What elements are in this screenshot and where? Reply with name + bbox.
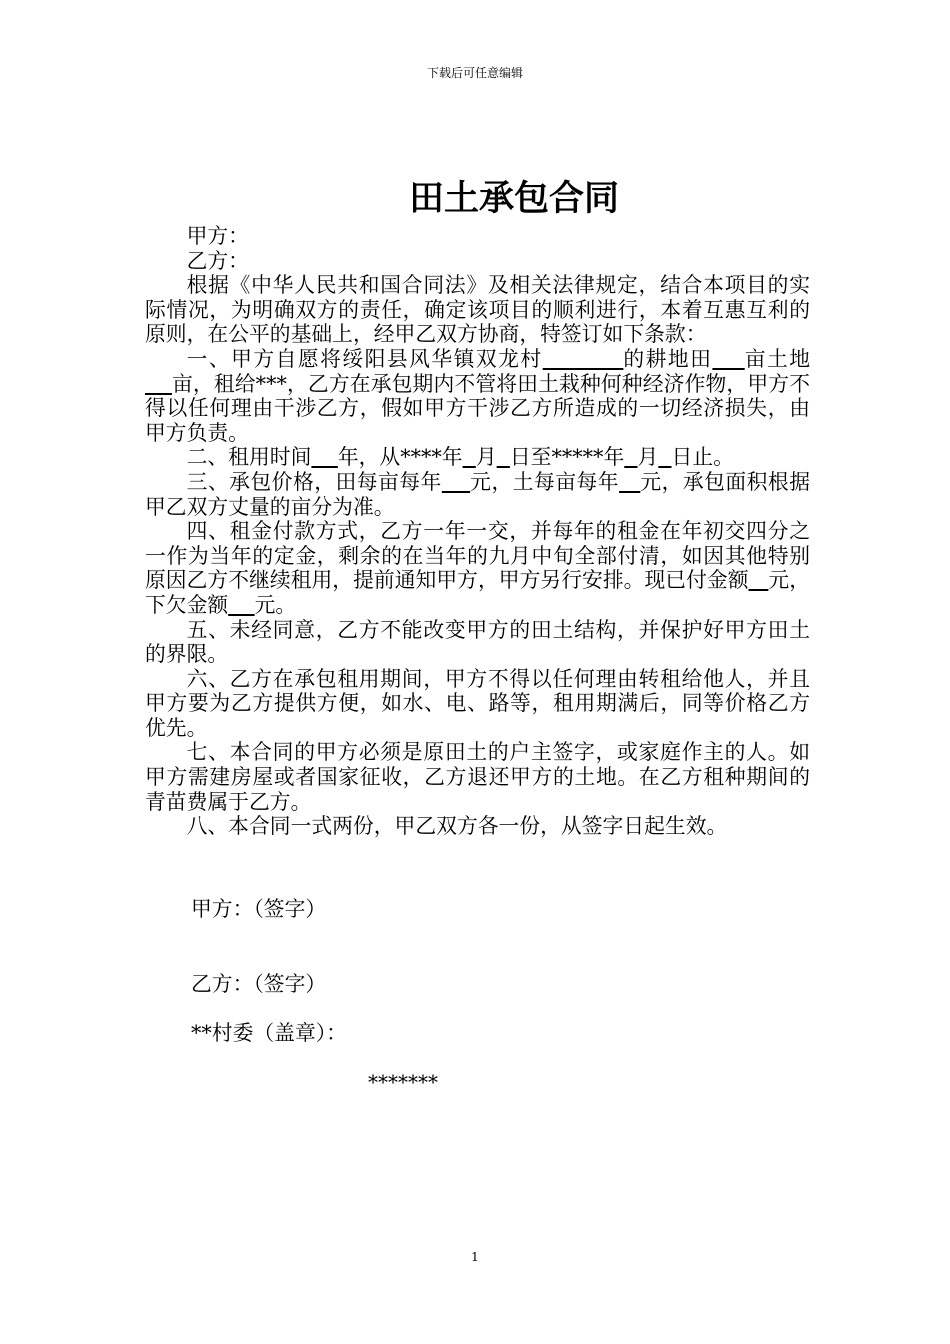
clause-1-text: 的耕地田 <box>623 346 713 371</box>
stars-line: ******* <box>368 1070 438 1094</box>
page-header-note: 下载后可任意编辑 <box>426 66 523 80</box>
party-a-signature: 甲方：（签字） <box>191 897 327 921</box>
clause-4 <box>145 519 810 617</box>
clause-4-text: 元，下欠金额 <box>145 568 810 617</box>
owed-amount-blank <box>228 593 254 617</box>
clause-1-text: 亩土地 <box>744 346 811 371</box>
paid-amount-blank <box>749 568 769 592</box>
clause-2-text: 月 <box>637 445 659 470</box>
field-area-blank <box>712 347 744 371</box>
start-day-blank <box>497 445 510 469</box>
clause-1-text: 一、甲方自愿将绥阳县风华镇双龙村 <box>186 346 543 371</box>
clause-4-text: 元。 <box>254 592 297 617</box>
clause-5: 五、未经同意，乙方不能改变甲方的田土结构，并保护好甲方田土的界限。 <box>145 617 810 667</box>
clause-2-text: 年，从****年 <box>337 445 463 470</box>
clause-7: 七、本合同的甲方必须是原田土的户主签字，或家庭作主的人。如甲方需建房屋或者国家征收，乙方退还甲方的土地。在乙方租种期间的青苗费属于乙方。 <box>145 740 810 814</box>
clause-6: 六、乙方在承包租用期间，甲方不得以任何理由转租给他人，并且甲方要为乙方提供方便，如水、电、路等，租用期满后，同等价格乙方优先。 <box>145 666 810 740</box>
clause-8: 八、本合同一式两份，甲乙双方各一份，从签字日起生效。 <box>186 814 728 839</box>
document-title: 田土承包合同 <box>408 179 619 219</box>
clause-3 <box>145 470 810 519</box>
field-price-blank <box>442 470 470 494</box>
clause-3-text: 元，土每亩每年 <box>470 469 620 494</box>
clause-3-text: 三、承包价格，田每亩每年 <box>186 469 442 494</box>
page-number: 1 <box>471 1250 479 1264</box>
party-b-signature: 乙方：（签字） <box>191 972 327 996</box>
land-price-blank <box>619 470 640 494</box>
village-blank <box>543 347 624 371</box>
village-committee-seal: **村委（盖章）： <box>191 1021 347 1045</box>
clause-1-text: 亩，租给***，乙方在承包期内不管将田土栽种何种经济作物，甲方不得以任何理由干涉乙方，假如甲方干涉乙方所造成的一切经济损失，由甲方负责。 <box>145 371 810 445</box>
start-month-blank <box>463 445 476 469</box>
clause-3-text: 元，承包面积根据甲乙双方丈量的亩分为准。 <box>145 469 810 519</box>
end-day-blank <box>658 445 671 469</box>
party-b-line: 乙方： <box>186 248 249 273</box>
contract-body <box>145 224 810 839</box>
clause-4-text: 四、租金付款方式，乙方一年一交，并每年的租金在年初交四分之一作为当年的定金，剩余的在当年的九月中旬全部付清，如因其他特别原因乙方不继续租用，提前通知甲方，甲方另行安排。现已付金额 <box>145 519 810 593</box>
intro-paragraph: 根据《中华人民共和国合同法》及相关法律规定，结合本项目的实际情况，为明确双方的责任，确定该项目的顺利进行，本着互惠互利的原则，在公平的基础上，经甲乙双方协商，特签订如下条款： <box>145 273 810 347</box>
clause-2 <box>145 445 810 470</box>
clause-1 <box>145 347 810 445</box>
clause-2-text: 二、租用时间 <box>186 445 312 470</box>
clause-2-text: 日止。 <box>671 445 734 470</box>
clause-2-text: 月 <box>475 445 497 470</box>
land-area-blank <box>145 372 172 396</box>
term-years-blank <box>311 445 337 469</box>
clause-2-text: 日至*****年 <box>509 445 625 470</box>
end-month-blank <box>624 445 637 469</box>
party-a-line: 甲方： <box>186 224 249 248</box>
